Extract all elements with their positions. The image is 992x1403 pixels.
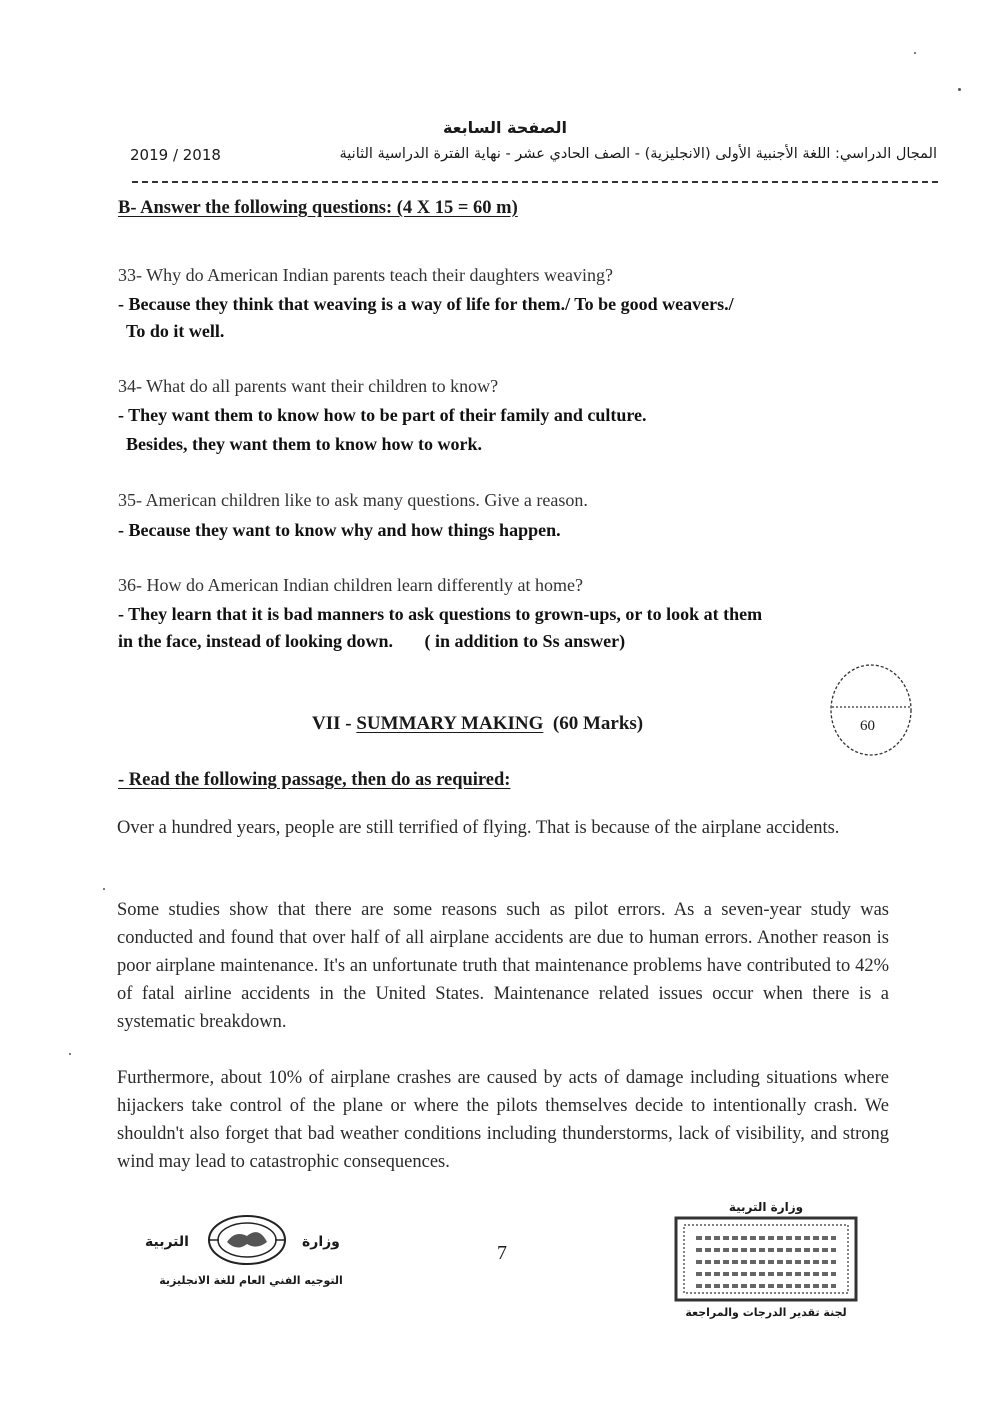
scan-speck <box>69 1053 71 1055</box>
left-stamp-ministry: وزارة <box>302 1234 340 1250</box>
section-vii-heading <box>312 713 643 735</box>
passage-paragraph-3: Furthermore, about 10% of airplane crashes are caused by acts of damage including situations where hijackers take control of the plane or where the pilots themselves decide to intentionally crash. We shouldn't also forget that bad weather conditions including thunderstorms, lack of visibility, and strong wind may lead to catastrophic consequences. <box>117 1068 889 1172</box>
answer-34-line1: - They want them to know how to be part of their family and culture. <box>118 405 647 425</box>
answer-35-line1: - Because they want to know why and how things happen. <box>118 520 561 540</box>
passage-paragraph-1: Over a hundred years, people are still terrified of flying. That is because of the airplane accidents. <box>117 818 840 838</box>
scan-speck <box>103 888 105 890</box>
right-stamp-caption: لجنة تقدير الدرجات والمراجعة <box>685 1306 847 1319</box>
answer-36-line1: - They learn that it is bad manners to ask questions to grown-ups, or to look at them <box>118 604 763 624</box>
page-number: 7 <box>497 1242 507 1264</box>
score-value: 60 <box>860 718 875 734</box>
header-divider <box>132 181 938 183</box>
subject-line-arabic: المجال الدراسي: اللغة الأجنبية الأولى (الانجليزية) - الصف الحادي عشر - نهاية الفترة الدراسية الثانية <box>339 146 937 162</box>
left-stamp <box>140 1212 360 1300</box>
answer-36-line2: in the face, instead of looking down. ( in addition to Ss answer) <box>118 631 626 651</box>
section-vii-title: SUMMARY MAKING <box>356 713 544 734</box>
question-35: 35- American children like to ask many questions. Give a reason. <box>118 490 588 510</box>
scan-speck <box>914 52 916 54</box>
answer-33-line1: - Because they think that weaving is a way of life for them./ To be good weavers./ <box>118 294 734 314</box>
answer-33-line2: To do it well. <box>126 321 225 341</box>
question-36: 36- How do American Indian children learn differently at home? <box>118 575 584 595</box>
answer-34-line2: Besides, they want them to know how to work. <box>126 434 483 454</box>
emblem-icon <box>205 1212 289 1268</box>
right-stamp-top: وزارة التربية <box>728 1200 804 1214</box>
score-circle <box>828 660 914 760</box>
right-stamp <box>666 1200 866 1325</box>
question-34: 34- What do all parents want their children to know? <box>118 376 499 396</box>
stamp-frame-icon <box>674 1216 858 1302</box>
section-b-heading: B- Answer the following questions: (4 X 15 = 60 m) <box>118 198 518 218</box>
left-stamp-word: التربية <box>145 1234 189 1250</box>
academic-year: 2019 / 2018 <box>130 146 221 164</box>
section-vii-number: VII - <box>312 713 357 734</box>
passage-paragraph-2: Some studies show that there are some reasons such as pilot errors. As a seven-year study was conducted and found that over half of all airplane accidents are due to human errors. Another reason is poor airplane maintenance. It's an unfortunate truth that maintenance problems have contributed to 42% of fatal airline accidents in the United States. Maintenance related issues occur when there is a systematic breakdown. <box>117 900 889 1032</box>
question-33: 33- Why do American Indian parents teach their daughters weaving? <box>118 265 613 285</box>
page-title-arabic: الصفحة السابعة <box>442 118 568 137</box>
section-vii-marks: (60 Marks) <box>552 713 644 734</box>
passage-instruction: - Read the following passage, then do as required: <box>118 770 511 790</box>
scan-speck <box>958 88 961 91</box>
left-stamp-caption: التوجيه الفني العام للغة الانجليزية <box>159 1274 343 1287</box>
